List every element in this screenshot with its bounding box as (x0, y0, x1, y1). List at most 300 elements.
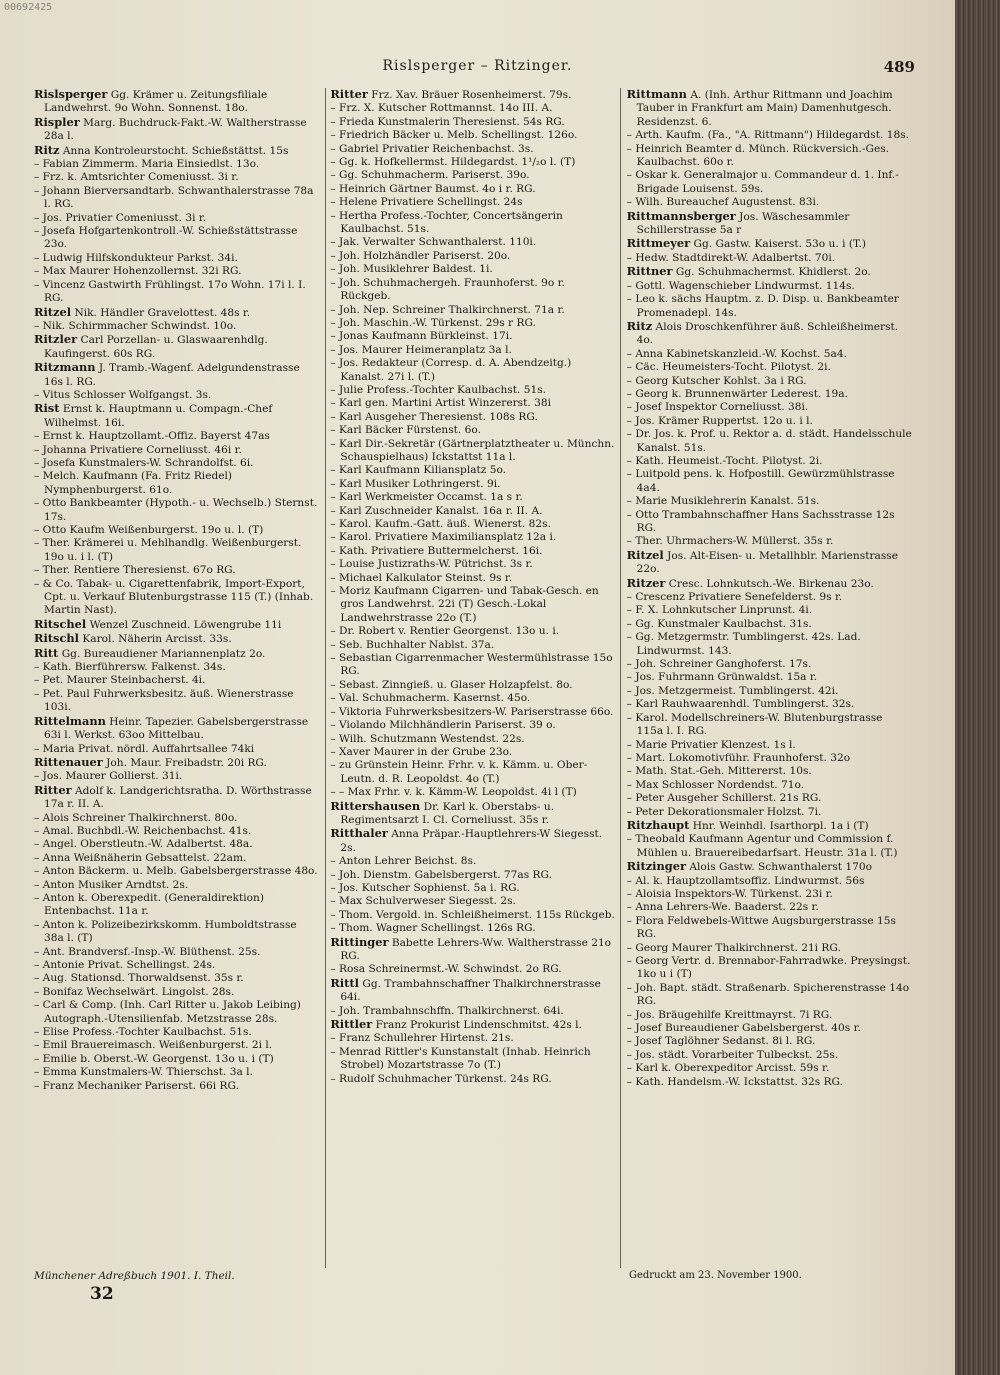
directory-entry (330, 585, 615, 625)
directory-entry (34, 632, 319, 646)
entry-text: – Melch. Kaufmann (Fa. Fritz Riedel) Nymphenburgerst. 61o. (34, 470, 233, 496)
directory-entry (627, 265, 912, 279)
directory-entry (627, 591, 912, 604)
column-left (34, 88, 319, 1268)
entry-surname: Ritt (34, 645, 59, 660)
directory-entry (627, 712, 912, 739)
entry-text: – Marie Musiklehrerin Kanalst. 51s. (626, 495, 820, 508)
entry-surname: Ritschel (34, 616, 87, 631)
directory-entry (330, 424, 615, 437)
entry-text: – Pet. Maurer Steinbacherst. 4i. (34, 674, 206, 687)
directory-entry (330, 882, 615, 895)
running-title: Rislsperger – Ritzinger. (382, 58, 573, 74)
entry-text: – Johann Bierversandtarb. Schwanthalerstrasse 78a l. RG. (34, 184, 314, 211)
entry-text: – Anna Kabinetskanzleid.-W. Kochst. 5a4. (626, 347, 847, 360)
directory-entry (34, 88, 319, 116)
directory-entry (330, 277, 615, 304)
entry-text: – Friedrich Bäcker u. Melb. Schellingst. 126o. (330, 129, 578, 142)
entry-text: – Josefa Kunstmalers-W. Schrandolfst. 6i. (34, 456, 254, 469)
entry-text: – Marie Privatier Klenzest. 1s l. (626, 738, 796, 751)
entry-text: – Luitpold pens. k. Hofpostill. Gewürzmühlstrasse 4a4. (626, 468, 895, 494)
directory-entry (34, 674, 319, 687)
entry-text: – Karl Dir.-Sekretär (Gärtnerplatztheater u. Münchn. Schauspielhaus) Ickstattst 11a l. (330, 437, 615, 463)
entry-text: Gg. Trambahnschaffner Thalkirchnerstrasse 64i. (340, 977, 601, 1004)
entry-text: – zu Grünstein Heinr. Frhr. v. k. Kämm. u. Ober-Leutn. d. R. Leopoldst. 4o (T.) (330, 759, 588, 785)
entry-text: – Max Maurer Hohenzollernst. 32i RG. (34, 265, 242, 278)
entry-surname: Rittmann (626, 88, 687, 101)
directory-entry (34, 825, 319, 838)
entry-surname: Ritzinger (626, 859, 687, 874)
directory-entry (330, 786, 615, 799)
entry-text: – Sebast. Zinngieß. u. Glaser Holzapfelst. 8o. (330, 678, 573, 691)
entry-text: – Antonie Privat. Schellingst. 24s. (34, 959, 216, 971)
entry-text: – Otto Trambahnschaffner Hans Sachsstrasse 12s RG. (626, 508, 895, 534)
entry-surname: Ritz (626, 318, 653, 333)
directory-entry (627, 942, 912, 955)
directory-entry (330, 397, 615, 410)
entry-surname: Ritzer (626, 575, 666, 590)
entry-surname: Rittelmann (34, 713, 106, 728)
entry-text: – Thom. Wagner Schellingst. 126s RG. (330, 922, 536, 935)
entry-surname: Ritter (34, 782, 72, 797)
entry-text: – Louise Justizraths-W. Pütrichst. 3s r. (330, 558, 533, 571)
directory-entry (34, 457, 319, 470)
entry-text: – Emil Brauereimasch. Weißenburgerst. 2i l. (34, 1039, 273, 1052)
directory-entry (34, 430, 319, 443)
entry-text: – Aloisia Inspektors-W. Türkenst. 23i r. (626, 887, 833, 900)
directory-entry (330, 478, 615, 491)
entry-text: – & Co. Tabak- u. Cigarettenfabrik, Import-Export, Cpt. u. Verkauf Blutenburgstrasse 115 (T.) (Inhab. Martin Nast). (34, 577, 314, 617)
directory-entry (330, 411, 615, 424)
entry-text: – Jak. Verwalter Schwanthalerst. 110i. (330, 236, 537, 249)
directory-entry (34, 497, 319, 524)
directory-entry (330, 169, 615, 182)
entry-surname: Rittmeyer (626, 236, 691, 251)
entry-text: – Frz. k. Amtsrichter Comeniusst. 3i r. (34, 171, 239, 184)
entry-text: – Flora Feldwebels-Wittwe Augsburgerstrasse 15s RG. (626, 914, 896, 941)
entry-text: – Anton Lehrer Beichst. 8s. (330, 855, 477, 868)
entry-text: – Sebastian Cigarrenmacher Westermühlstrasse 15o RG. (330, 652, 613, 678)
directory-entry (34, 1026, 319, 1039)
directory-entry (34, 743, 319, 756)
page-footer (34, 1270, 912, 1330)
entry-text: – Gg. Schuhmacherm. Pariserst. 39o. (330, 169, 530, 182)
directory-entry (34, 564, 319, 577)
entry-text: – Peter Dekorationsmaler Holzst. 7i. (626, 805, 822, 818)
directory-entry (330, 922, 615, 935)
entry-surname: Rittinger (330, 934, 389, 949)
directory-entry (330, 129, 615, 142)
directory-entry (330, 384, 615, 397)
entry-text: – Dr. Jos. k. Prof. u. Rektor a. d. städt. Handelsschule Kanalst. 51s. (626, 428, 912, 454)
entry-surname: Ritzler (34, 332, 78, 347)
entry-text: – Karl gen. Martini Artist Winzererst. 38i (330, 397, 551, 410)
directory-entry (330, 464, 615, 477)
entry-text: – Julie Profess.-Tochter Kaulbachst. 51s. (330, 383, 547, 396)
entry-text: – Kath. Handelsm.-W. Ickstattst. 32s RG. (626, 1075, 844, 1088)
directory-entry (34, 444, 319, 457)
directory-entry (330, 692, 615, 705)
directory-entry (627, 888, 912, 901)
entry-surname: Rittler (330, 1017, 373, 1032)
directory-entry (330, 855, 615, 868)
directory-entry (627, 401, 912, 414)
entry-text: – Josef Bureaudiener Gabelsbergerst. 40s r. (626, 1022, 861, 1035)
directory-entry (330, 438, 615, 465)
entry-text: – Jonas Kaufmann Bürkleinst. 17i. (330, 330, 513, 343)
entry-text: Dr. Karl k. Oberstabs- u. Regimentsarzt I. Cl. Corneliusst. 35s r. (340, 800, 555, 826)
entry-text: – Georg Kutscher Kohlst. 3a i RG. (626, 374, 807, 387)
entry-text: A. (Inh. Arthur Rittmann und Joachim Tauber in Frankfurt am Main) Damenhutgesch. Residenzst. 6. (636, 89, 893, 128)
entry-text: – Helene Privatiere Schellingst. 24s (330, 196, 523, 209)
page-number: 489 (883, 58, 915, 76)
entry-text: Wenzel Zuschneid. Löwengrube 11i (86, 618, 282, 631)
entry-text: – Georg k. Brunnenwärter Lederest. 19a. (626, 387, 848, 400)
directory-entry (34, 279, 319, 306)
directory-entry (627, 819, 912, 833)
entry-text: – Anton k. Polizeibezirkskomm. Humboldtstrasse 38a l. (T) (34, 918, 297, 945)
entry-text: – Max Schulverweser Siegesst. 2s. (330, 895, 516, 908)
directory-entry (34, 320, 319, 333)
directory-entry (34, 171, 319, 184)
directory-entry (330, 196, 615, 209)
directory-entry (627, 1009, 912, 1022)
directory-entry (330, 625, 615, 638)
directory-entry (330, 759, 615, 786)
directory-entry (627, 169, 912, 196)
directory-entry (330, 909, 615, 922)
directory-columns (34, 88, 912, 1268)
entry-text: – Leo k. sächs Hauptm. z. D. Disp. u. Bankbeamter Promenadepl. 14s. (626, 293, 899, 319)
entry-surname: Ritz (34, 142, 60, 157)
entry-surname: Ritschl (34, 631, 80, 646)
entry-text: – Ther. Rentiere Theresienst. 67o RG. (34, 564, 236, 577)
directory-entry (627, 361, 912, 374)
directory-entry (330, 679, 615, 692)
entry-text: – Max Schlosser Nordendst. 71o. (626, 778, 805, 791)
entry-text: – Gg. Kunstmaler Kaulbachst. 31s. (626, 617, 812, 630)
directory-entry (627, 658, 912, 671)
directory-entry (34, 865, 319, 878)
entry-surname: Rispler (34, 114, 80, 129)
entry-text: Adolf k. Landgerichtsratha. D. Wörthstrasse 17a r. II. A. (44, 784, 312, 811)
entry-text: – Jos. Metzgermeist. Tumblingerst. 42i. (626, 684, 839, 697)
entry-text: Joh. Maur. Freibadstr. 20i RG. (102, 756, 267, 769)
entry-text: – Bonifaz Wechselwärt. Lingolst. 28s. (34, 985, 235, 998)
entry-text: – Thom. Vergold. in. Schleißheimerst. 115s Rückgeb. (330, 908, 615, 921)
entry-text: – Math. Stat.-Geh. Mittererst. 10s. (626, 765, 812, 778)
directory-entry (330, 869, 615, 882)
directory-entry (627, 293, 912, 320)
entry-text: – Joh. Bapt. städt. Straßenarb. Spicherenstrasse 14o RG. (626, 981, 910, 1008)
directory-entry (627, 428, 912, 455)
entry-text: Carl Porzellan- u. Glaswaarenhdlg. Kaufingerst. 60s RG. (44, 334, 268, 360)
entry-surname: Rist (34, 401, 60, 416)
directory-entry (330, 746, 615, 759)
directory-entry (627, 468, 912, 495)
directory-entry (330, 639, 615, 652)
entry-text: – Hertha Profess.-Tochter, Concertsängerin Kaulbachst. 51s. (330, 209, 563, 236)
directory-entry (34, 252, 319, 265)
entry-text: – Anton Bäckerm. u. Melb. Gabelsbergerstrasse 48o. (34, 865, 318, 878)
entry-text: – Jos. Bräugehilfe Kreittmayrst. 7i RG. (626, 1008, 833, 1021)
entry-text: – Josefa Hofgartenkontroll.-W. Schießstättstrasse 23o. (34, 225, 298, 251)
entry-surname: Rislsperger (34, 88, 108, 101)
book-spine (955, 0, 1000, 1375)
entry-text: – Ludwig Hilfskondukteur Parkst. 34i. (34, 251, 238, 264)
entry-surname: Ritthaler (330, 826, 388, 841)
entry-text: Karol. Näherin Arcisst. 33s. (79, 633, 232, 646)
entry-text: Gg. Bureaudiener Mariannenplatz 2o. (58, 647, 266, 660)
directory-entry (34, 879, 319, 892)
entry-text: – Moriz Kaufmann Cigarren- und Tabak-Gesch. en gros Landwehrst. 22i (T) Gesch.-Lokal Landwehrstrasse 22o (T.) (330, 585, 599, 624)
directory-entry (627, 143, 912, 170)
entry-text: – Karol. Kaufm.-Gatt. äuß. Wienerst. 82s. (330, 518, 551, 530)
entry-surname: Rittenauer (34, 754, 103, 769)
entry-text: – Xaver Maurer in der Grube 23o. (330, 745, 513, 758)
entry-text: Gg. Gastw. Kaiserst. 53o u. i (T.) (690, 238, 867, 251)
directory-entry (330, 317, 615, 330)
entry-text: – Arth. Kaufm. (Fa., "A. Rittmann") Hildegardst. 18s. (626, 129, 910, 142)
directory-entry (627, 210, 912, 238)
directory-entry (34, 812, 319, 825)
column-middle (325, 88, 620, 1268)
entry-text: – Al. k. Hauptzollamtsoffiz. Lindwurmst. 56s (626, 874, 865, 887)
directory-entry (34, 306, 319, 320)
directory-entry (627, 348, 912, 361)
entry-text: – Anna Weißnäherin Gebsattelst. 22am. (34, 851, 247, 864)
directory-entry (627, 252, 912, 265)
entry-text: – Elise Profess.-Tochter Kaulbachst. 51s. (34, 1026, 252, 1039)
directory-entry (330, 236, 615, 249)
directory-entry (330, 156, 615, 169)
directory-entry (34, 647, 319, 661)
entry-text: Marg. Buchdruck-Fakt.-W. Waltherstrasse 28a l. (44, 116, 307, 143)
directory-entry (34, 361, 319, 389)
entry-text: – Carl & Comp. (Inh. Carl Ritter u. Jakob Leibing) Autograph.-Utensilienfab. Metzstrasse 28s. (34, 999, 301, 1025)
entry-text: – Karol. Privatiere Maximiliansplatz 12a i. (330, 531, 557, 544)
directory-entry (34, 1066, 319, 1079)
entry-text: – Dr. Robert v. Rentier Georgenst. 13o u. i. (330, 625, 560, 638)
directory-entry (330, 88, 615, 102)
directory-entry (627, 415, 912, 428)
directory-entry (330, 977, 615, 1005)
entry-text: – Wilh. Bureauchef Augustenst. 83i. (626, 196, 820, 209)
directory-entry (627, 1022, 912, 1035)
entry-text: – Menrad Rittler's Kunstanstalt (Inhab. Heinrich Strobel) Mozartstrasse 7o (T.) (330, 1045, 591, 1072)
entry-text: – Otto Kaufm Weißenburgerst. 19o u. l. (T) (34, 524, 264, 536)
entry-text: – Seb. Buchhalter Nablst. 37a. (330, 638, 495, 651)
entry-text: Alois Gastw. Schwanthalerst 170o (686, 861, 873, 874)
directory-entry (34, 756, 319, 770)
entry-text: – Karl k. Oberexpeditor Arcisst. 59s r. (626, 1062, 830, 1075)
entry-text: Gg. Krämer u. Zeitungsfiliale Landwehrst. 9o Wohn. Sonnenst. 18o. (44, 89, 268, 115)
entry-text: – Kath. Privatiere Buttermelcherst. 16i. (330, 544, 543, 557)
directory-entry (330, 1005, 615, 1018)
directory-entry (330, 263, 615, 276)
entry-text: – Georg Maurer Thalkirchnerst. 21i RG. (626, 941, 841, 954)
entry-text: – Viktoria Fuhrwerksbesitzers-W. Pariserstrasse 66o. (330, 705, 614, 718)
entry-text: – Fabian Zimmerm. Maria Einsiedlst. 13o. (34, 158, 260, 171)
entry-surname: Ritzel (626, 547, 664, 562)
directory-entry (627, 1062, 912, 1075)
directory-entry (330, 558, 615, 571)
directory-entry (34, 1080, 319, 1093)
directory-entry (330, 102, 615, 115)
directory-entry (34, 116, 319, 144)
directory-entry (627, 779, 912, 792)
entry-text: – Joh. Musiklehrer Baldest. 1i. (330, 263, 493, 276)
entry-text: – Ant. Brandversf.-Insp.-W. Blüthenst. 25s. (34, 945, 261, 958)
directory-entry (627, 875, 912, 888)
directory-entry (34, 972, 319, 985)
entry-text: – Otto Bankbeamter (Hypoth.- u. Wechselb.) Sternst. 17s. (34, 497, 318, 523)
entry-text: – Johanna Privatiere Corneliusst. 46i r. (34, 443, 242, 456)
entry-text: – Gg. Metzgermstr. Tumblingerst. 42s. Lad. Lindwurmst. 143. (626, 631, 861, 657)
entry-text: – Theobald Kaufmann Agentur und Commission f. Mühlen u. Brauereibedarfsart. Heustr. 31a l. (T.) (626, 833, 898, 859)
directory-entry (627, 955, 912, 982)
directory-entry (330, 210, 615, 237)
entry-text: – Kath. Heumeist.-Tocht. Pilotyst. 2i. (626, 454, 823, 467)
directory-entry (627, 237, 912, 251)
entry-text: Jos. Wäschesammler Schillerstrasse 5a r (636, 210, 850, 237)
entry-text: – Joh. Holzhändler Pariserst. 20o. (330, 249, 511, 262)
directory-entry (627, 535, 912, 548)
directory-entry (34, 225, 319, 252)
entry-text: – Jos. städt. Vorarbeiter Tulbeckst. 25s. (626, 1048, 839, 1061)
directory-entry (627, 388, 912, 401)
entry-text: Cresc. Lohnkutsch.-We. Birkenau 23o. (665, 577, 874, 590)
entry-text: Nik. Händler Gravelottest. 48s r. (71, 306, 251, 319)
entry-text: – Gottl. Wagenschieber Lindwurmst. 114s. (626, 279, 855, 292)
entry-text: J. Tramb.-Wagenf. Adelgundenstrasse 16s l. RG. (44, 362, 300, 388)
entry-text: – Joh. Maschin.-W. Türkenst. 29s r RG. (330, 316, 536, 329)
entry-text: – Kath. Bierführersw. Falkenst. 34s. (34, 661, 226, 674)
entry-text: – Gabriel Privatier Reichenbachst. 3s. (330, 142, 534, 155)
directory-entry (330, 827, 615, 855)
entry-surname: Ritzhaupt (626, 817, 690, 832)
directory-entry (330, 733, 615, 746)
entry-text: Jos. Alt-Eisen- u. Metallhblr. Marienstrasse 22o. (636, 549, 898, 576)
entry-text: – Frz. X. Kutscher Rottmannst. 14o III. A. (330, 102, 553, 115)
directory-entry (627, 280, 912, 293)
directory-entry (330, 800, 615, 828)
directory-entry (627, 901, 912, 914)
entry-text: Anna Präpar.-Hauptlehrers-W Siegesst. 2s. (340, 828, 603, 854)
entry-text: – Alois Schreiner Thalkirchnerst. 80o. (34, 811, 238, 824)
entry-text: – Joh. Schreiner Ganghoferst. 17s. (626, 658, 812, 671)
directory-entry (627, 495, 912, 508)
entry-text: Hnr. Weinhdl. Isarthorpl. 1a i (T) (689, 819, 869, 832)
entry-text: – Oskar k. Generalmajor u. Commandeur d. 1. Inf.-Brigade Louisenst. 59s. (626, 169, 899, 195)
directory-entry (330, 572, 615, 585)
directory-entry (627, 752, 912, 765)
directory-entry (627, 1076, 912, 1089)
directory-entry (627, 549, 912, 577)
entry-text: – Karl Bäcker Fürstenst. 6o. (330, 424, 481, 437)
entry-text: – Wilh. Schutzmann Westendst. 22s. (330, 732, 525, 745)
directory-entry (34, 852, 319, 865)
directory-entry (627, 320, 912, 348)
entry-text: – Anton k. Oberexpedit. (Generaldirektion) Entenbachst. 11a r. (34, 891, 265, 918)
publication-line: Münchener Adreßbuch 1901. I. Theil. (34, 1270, 235, 1282)
print-date: Gedruckt am 23. November 1900. (629, 1270, 802, 1281)
directory-entry (330, 1073, 615, 1086)
directory-entry (627, 982, 912, 1009)
directory-entry (627, 765, 912, 778)
entry-text: Babette Lehrers-Ww. Waltherstrasse 21o RG. (340, 936, 612, 962)
entry-text: – Rudolf Schuhmacher Türkenst. 24s RG. (330, 1072, 552, 1085)
entry-surname: Rittl (330, 975, 359, 990)
entry-text: – Violando Milchhändlerin Pariserst. 39 o. (330, 719, 556, 732)
entry-text: – Vincenz Gastwirth Frühlingst. 17o Wohn. 17i l. I. RG. (34, 278, 306, 305)
entry-text: – Josef Inspektor Corneliusst. 38i. (626, 401, 809, 414)
directory-entry (330, 1032, 615, 1045)
entry-text: – Cäc. Heumeisters-Tocht. Pilotyst. 2i. (626, 361, 831, 374)
entry-text: – Anton Musiker Arndtst. 2s. (34, 878, 189, 891)
directory-entry (627, 698, 912, 711)
entry-text: – Val. Schuhmacherm. Kasernst. 45o. (330, 692, 531, 705)
directory-entry (34, 715, 319, 743)
entry-text: – Angel. Oberstleutn.-W. Adalbertst. 48a. (34, 838, 253, 851)
directory-entry (330, 652, 615, 679)
directory-entry (627, 671, 912, 684)
entry-surname: Rittner (626, 264, 673, 279)
entry-text: Alois Droschkenführer äuß. Schleißheimerst. 4o. (636, 320, 899, 347)
directory-entry (34, 618, 319, 632)
directory-entry (34, 999, 319, 1026)
directory-entry (330, 706, 615, 719)
entry-text: – Joh. Dienstm. Gabelsbergerst. 77as RG. (330, 868, 552, 881)
directory-entry (34, 212, 319, 225)
entry-text: – Karl Werkmeister Occamst. 1a s r. (330, 491, 523, 504)
entry-text: Gg. Schuhmachermst. Khidlerst. 2o. (672, 266, 871, 279)
directory-entry (627, 1035, 912, 1048)
directory-entry (330, 330, 615, 343)
directory-entry (330, 183, 615, 196)
entry-text: – Amal. Buchbdl.-W. Reichenbachst. 41s. (34, 824, 252, 837)
directory-entry (34, 524, 319, 537)
entry-text: – Karl Musiker Lothringerst. 9i. (330, 477, 501, 490)
directory-entry (34, 470, 319, 497)
entry-text: – Joh. Schuhmachergeh. Fraunhoferst. 9o r. Rückgeb. (330, 276, 565, 303)
entry-surname: Ritter (330, 88, 368, 101)
directory-entry (627, 455, 912, 468)
directory-entry (330, 545, 615, 558)
directory-entry (330, 505, 615, 518)
entry-text: – Franz Mechaniker Pariserst. 66i RG. (34, 1079, 239, 1092)
directory-entry (34, 959, 319, 972)
entry-text: Anna Kontroleurstocht. Schießstättst. 15s (59, 144, 289, 157)
directory-entry (34, 1039, 319, 1052)
entry-surname: Ritzel (34, 304, 72, 319)
entry-text: – Hedw. Stadtdirekt-W. Adalbertst. 70i. (626, 251, 836, 264)
entry-text: Frz. Xav. Bräuer Rosenheimerst. 79s. (367, 89, 572, 101)
entry-text: – Emilie b. Oberst.-W. Georgenst. 13o u. i (T) (34, 1052, 274, 1065)
directory-entry (330, 116, 615, 129)
entry-text: – Anna Lehrers-We. Baaderst. 22s r. (626, 901, 819, 914)
entry-text: – Gg. k. Hofkellermst. Hildegardst. 1¹/₂o l. (T) (330, 156, 576, 169)
entry-text: – Ther. Krämerei u. Mehlhandlg. Weißenburgerst. 19o u. i l. (T) (34, 537, 302, 563)
entry-surname: Rittershausen (330, 798, 421, 813)
archive-stamp: 00692425 (4, 2, 53, 13)
directory-entry (627, 1049, 912, 1062)
entry-text: – Heinrich Gärtner Baumst. 4o i r. RG. (330, 182, 536, 195)
directory-entry (627, 739, 912, 752)
column-right (627, 88, 912, 1268)
entry-text: – Jos. Kutscher Sophienst. 5a i. RG. (330, 881, 520, 894)
directory-entry (34, 986, 319, 999)
